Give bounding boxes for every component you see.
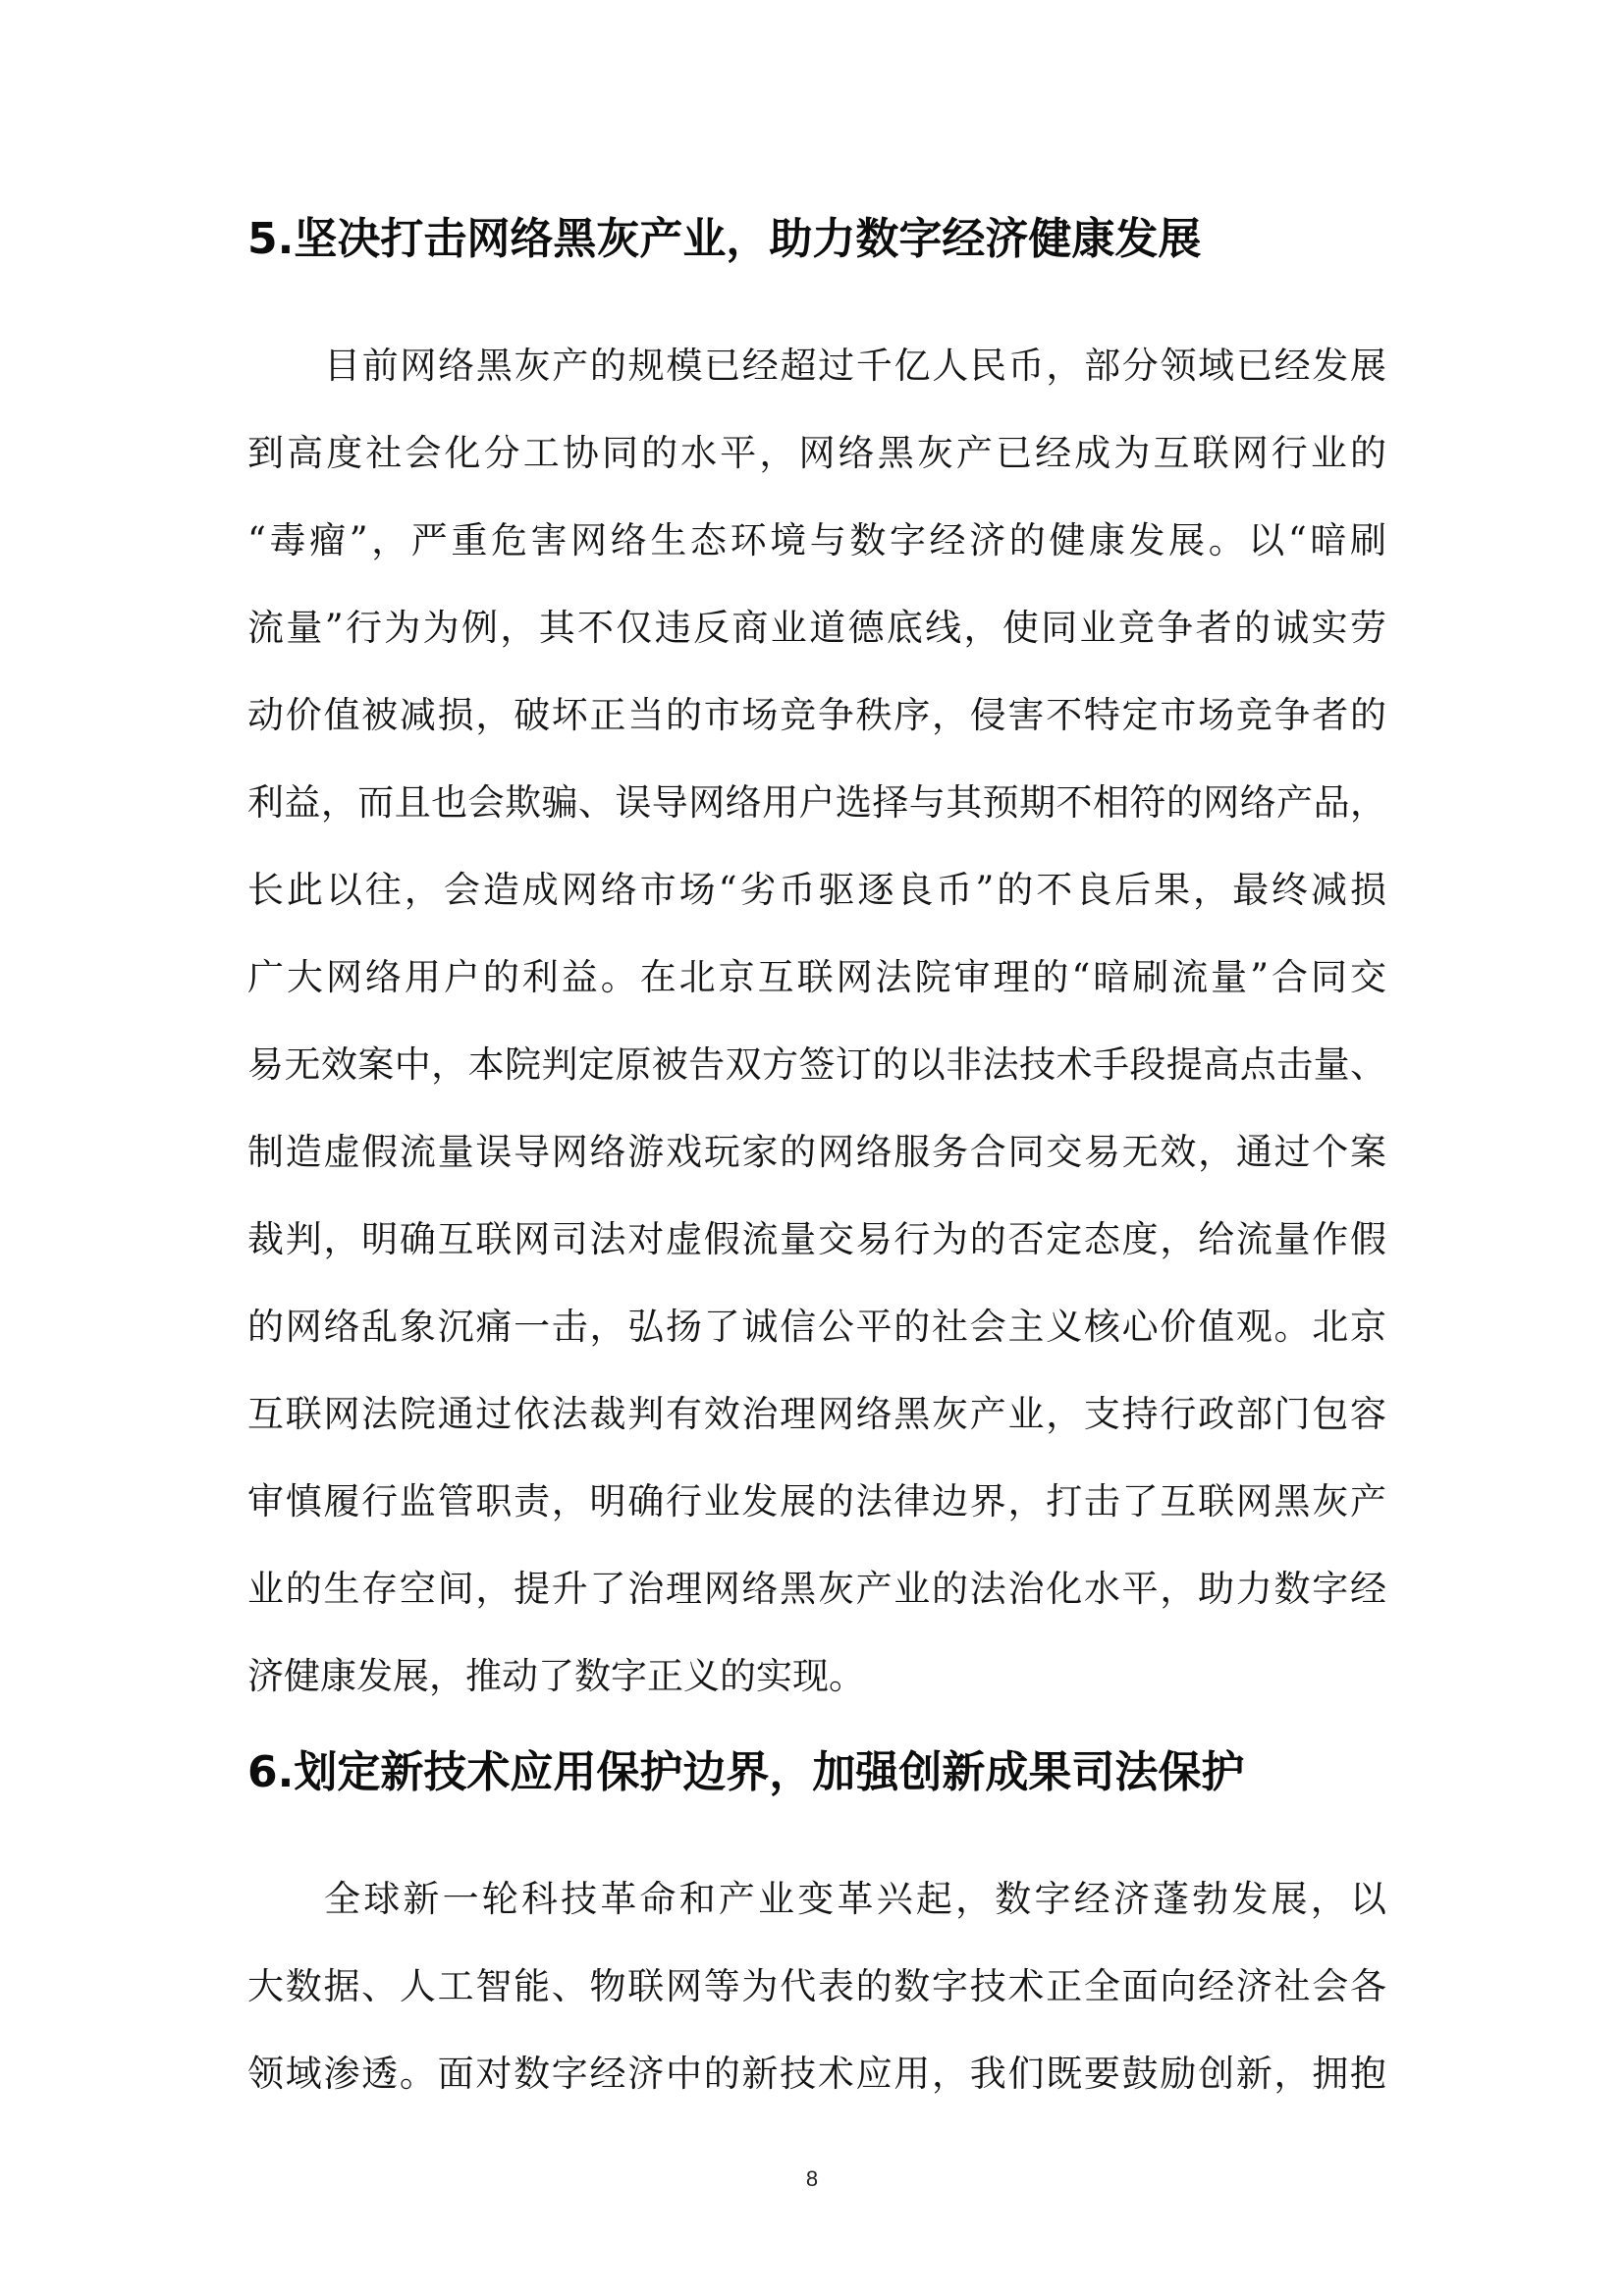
paragraph-line: 济健康发展，推动了数字正义的实现。 bbox=[247, 1655, 865, 1697]
paragraph-line: 互联网法院通过依法裁判有效治理网络黑灰产业，支持行政部门包容 bbox=[247, 1393, 1386, 1435]
paragraph-line: 广大网络用户的利益。在北京互联网法院审理的“暗刷流量”合同交 bbox=[247, 956, 1386, 998]
paragraph-line: 目前网络黑灰产的规模已经超过千亿人民币，部分领域已经发展 bbox=[324, 345, 1386, 387]
paragraph-line: 易无效案中，本院判定原被告双方签订的以非法技术手段提高点击量、 bbox=[247, 1043, 1386, 1086]
paragraph-line: 长此以往，会造成网络市场“劣币驱逐良币”的不良后果，最终减损 bbox=[247, 869, 1386, 911]
paragraph-line: 动价值被减损，破坏正当的市场竞争秩序，侵害不特定市场竞争者的 bbox=[247, 694, 1386, 736]
section-paragraph bbox=[247, 1855, 1386, 2117]
paragraph-line: “毒瘤”，严重危害网络生态环境与数字经济的健康发展。以“暗刷 bbox=[247, 519, 1386, 561]
paragraph-line: 制造虚假流量误导网络游戏玩家的网络服务合同交易无效，通过个案 bbox=[247, 1131, 1386, 1173]
paragraph-line: 业的生存空间，提升了治理网络黑灰产业的法治化水平，助力数字经 bbox=[247, 1568, 1386, 1610]
paragraph-line: 领域渗透。面对数字经济中的新技术应用，我们既要鼓励创新，拥抱 bbox=[247, 2053, 1386, 2095]
paragraph-line: 利益，而且也会欺骗、误导网络用户选择与其预期不相符的网络产品， bbox=[247, 781, 1386, 824]
section-paragraph bbox=[247, 322, 1386, 1720]
page-number: 8 bbox=[805, 2166, 819, 2191]
paragraph-line: 裁判，明确互联网司法对虚假流量交易行为的否定态度，给流量作假 bbox=[247, 1218, 1386, 1260]
section-heading: 5.坚决打击网络黑灰产业，助力数字经济健康发展 bbox=[247, 214, 1202, 264]
paragraph-line: 全球新一轮科技革命和产业变革兴起，数字经济蓬勃发展，以 bbox=[324, 1878, 1386, 1920]
paragraph-line: 流量”行为为例，其不仅违反商业道德底线，使同业竞争者的诚实劳 bbox=[247, 607, 1386, 649]
section-heading: 6.划定新技术应用保护边界，加强创新成果司法保护 bbox=[247, 1747, 1245, 1797]
paragraph-line: 大数据、人工智能、物联网等为代表的数字技术正全面向经济社会各 bbox=[247, 1965, 1386, 2007]
paragraph-line: 的网络乱象沉痛一击，弘扬了诚信公平的社会主义核心价值观。北京 bbox=[247, 1306, 1386, 1348]
paragraph-line: 到高度社会化分工协同的水平，网络黑灰产已经成为互联网行业的 bbox=[247, 432, 1386, 474]
paragraph-line: 审慎履行监管职责，明确行业发展的法律边界，打击了互联网黑灰产 bbox=[247, 1480, 1386, 1522]
